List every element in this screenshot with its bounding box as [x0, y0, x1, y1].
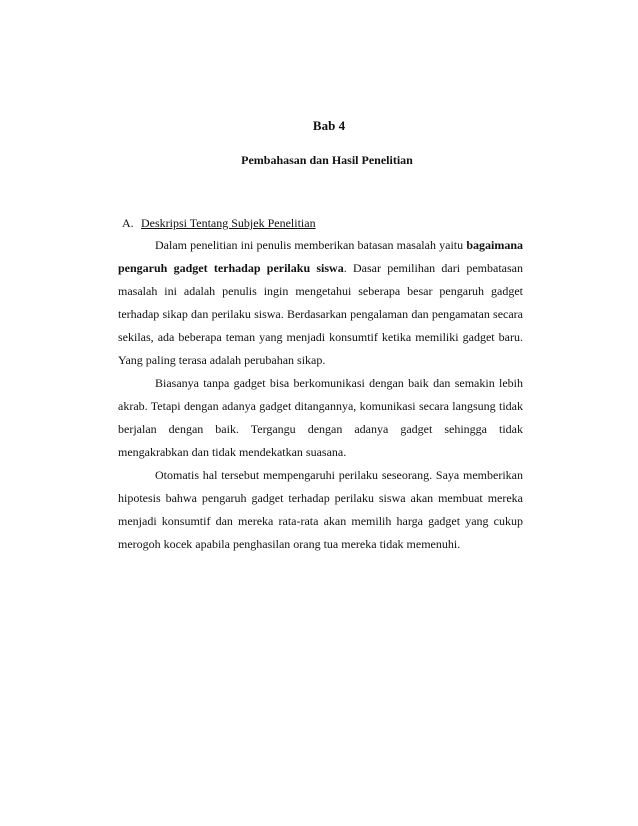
- section-heading: [118, 212, 523, 234]
- chapter-title: Bab 4: [312, 118, 346, 133]
- section-heading-text: Deskripsi Tentang Subjek Penelitian: [141, 216, 316, 230]
- paragraph-2: Biasanya tanpa gadget bisa berkomunikasi dengan baik dan semakin lebih akrab. Tetapi dengan adanya gadget ditangannya, komunikasi secara langsung tidak berjalan dengan baik. Tergangu dengan adanya gadget sehingga tidak mengakrabkan dan tidak mendekatkan suasana.: [118, 376, 523, 459]
- paragraph-1: [118, 234, 523, 372]
- section-a: [118, 212, 523, 556]
- paragraph-1-rest: . Dasar pemilihan dari pembatasan masalah ini adalah penulis ingin mengetahui seberapa besar pengaruh gadget terhadap sikap dan perilaku siswa. Berdasarkan pengalaman dan pengamatan secara sekilas, ada beberapa teman yang menjadi konsumtif ketika memiliki gadget baru. Yang paling terasa adalah perubahan sikap.: [118, 261, 523, 367]
- section-marker: A.: [122, 216, 134, 230]
- paragraph-1-intro: Dalam penelitian ini penulis memberikan batasan masalah yaitu: [155, 238, 467, 252]
- chapter-subtitle: Pembahasan dan Hasil Penelitian: [241, 153, 413, 167]
- paragraph-3: Otomatis hal tersebut mempengaruhi perilaku seseorang. Saya memberikan hipotesis bahwa pengaruh gadget terhadap perilaku siswa akan membuat mereka menjadi konsumtif dan mereka rata-rata akan memilih harga gadget yang cukup merogoh kocek apabila penghasilan orang tua mereka tidak memenuhi.: [118, 468, 523, 551]
- paragraph-1-bold-phrase: bagaimana pengaruh gadget terhadap perilaku siswa: [118, 238, 523, 275]
